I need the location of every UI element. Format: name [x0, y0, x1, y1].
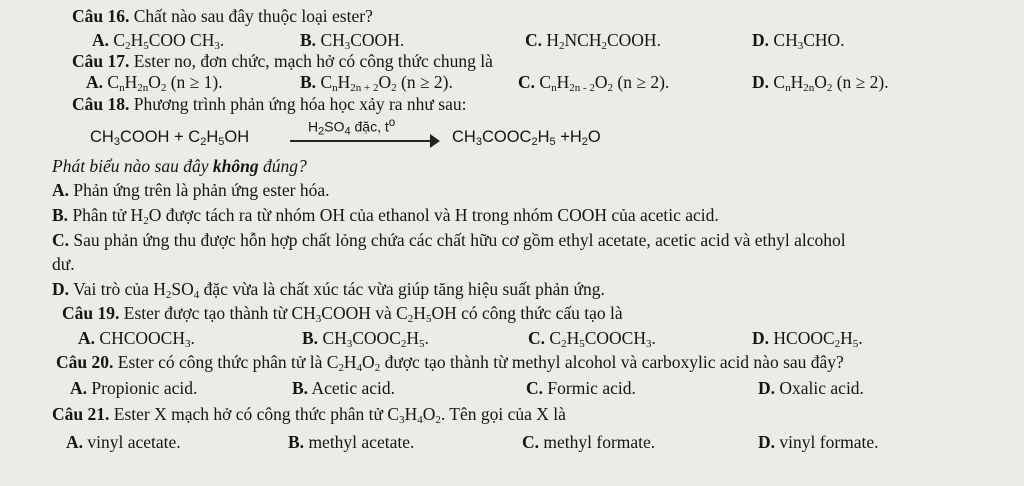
- reaction-lhs: $CH_3COOH + C_2H_5OH$: [90, 128, 250, 148]
- question-19-text: Ester được tạo thành từ $CH_3COOH$ và $C_2H_5OH$ có công thức cấu tạo là: [123, 303, 623, 325]
- q20-option-b[interactable]: B. Acetic acid.: [292, 378, 396, 398]
- q21-option-c[interactable]: C. methyl formate.: [522, 432, 656, 452]
- q17-option-d[interactable]: D. $C_nH_{2n}O_2$ (n ≥ 2).: [752, 72, 889, 94]
- question-16-text: Chất nào sau đây thuộc loại ester?: [133, 6, 373, 26]
- question-21-label: Câu 21.: [52, 404, 110, 424]
- question-18-text: Phương trình phản ứng hóa học xảy ra như sau:: [133, 94, 467, 114]
- q19-option-c[interactable]: C. $C_2H_5COOCH_3$.: [528, 328, 656, 350]
- q21-option-b[interactable]: B. methyl acetate.: [288, 432, 415, 452]
- question-16-label: Câu 16.: [72, 6, 130, 26]
- question-21: [52, 404, 566, 426]
- q20-option-c[interactable]: C. Formic acid.: [526, 378, 636, 398]
- q18-statement-c[interactable]: C. Sau phản ứng thu được hỗn hợp chất lỏng chứa các chất hữu cơ gồm ethyl acetate, acetic acid và ethyl alcohol: [52, 230, 846, 250]
- question-19-label: Câu 19.: [62, 303, 120, 323]
- q19-option-d[interactable]: D. $HCOOC_2H_5$.: [752, 328, 863, 350]
- q17-option-c[interactable]: C. $C_nH_{2n - 2}O_2$ (n ≥ 2).: [518, 72, 670, 94]
- question-21-text: Ester X mạch hở có công thức phân tử $C_3H_4O_2$. Tên gọi của X là: [113, 404, 566, 426]
- q19-option-b[interactable]: B. $CH_3COOC_2H_5$.: [302, 328, 429, 350]
- question-17-text: Ester no, đơn chức, mạch hở có công thức chung là: [133, 51, 493, 71]
- arrow-line: [290, 140, 438, 142]
- q21-option-a[interactable]: A. vinyl acetate.: [66, 432, 181, 452]
- reaction-rhs: $CH_3COOC_2H_5 +H_2O$: [452, 128, 601, 148]
- question-18-prompt: Phát biểu nào sau đây không đúng?: [52, 156, 307, 176]
- q18-statement-a[interactable]: A. Phản ứng trên là phản ứng ester hóa.: [52, 180, 330, 200]
- q20-option-a[interactable]: A. Propionic acid.: [70, 378, 198, 398]
- q16-option-c[interactable]: C. $H_2NCH_2COOH$.: [525, 30, 661, 52]
- q18-statement-d[interactable]: D. Vai trò của $H_2SO_4$ đặc vừa là chất xúc tác vừa giúp tăng hiệu suất phản ứng.: [52, 279, 605, 301]
- question-17-label: Câu 17.: [72, 51, 130, 71]
- q18-statement-c-cont: dư.: [52, 254, 75, 274]
- question-20-label: Câu 20.: [56, 352, 114, 372]
- arrow-head-icon: [430, 134, 440, 148]
- q18-statement-b[interactable]: B. Phân tử $H_2O$ được tách ra từ nhóm OH của ethanol và H trong nhóm COOH của acetic acid.: [52, 205, 719, 227]
- question-20: [56, 352, 844, 374]
- q16-option-a[interactable]: A. $C_2H_5COO$ $CH_3$.: [92, 30, 225, 52]
- q21-option-d[interactable]: D. vinyl formate.: [758, 432, 879, 452]
- question-17: [72, 51, 493, 72]
- q19-option-a[interactable]: A. $CHCOOCH_3$.: [78, 328, 195, 350]
- question-20-text: Ester có công thức phân tử là $C_2H_4O_2$ được tạo thành từ methyl alcohol và carboxylic acid nào sau đây?: [117, 352, 844, 374]
- emphasis-khong: không: [212, 156, 259, 176]
- q16-option-b[interactable]: B. $CH_3COOH$.: [300, 30, 405, 52]
- q17-option-a[interactable]: A. $C_nH_{2n}O_2$ (n ≥ 1).: [86, 72, 223, 94]
- reaction-condition: $H_2SO_4$ đặc, $t^o$: [308, 116, 396, 138]
- question-19: [62, 303, 623, 325]
- question-18-label: Câu 18.: [72, 94, 130, 114]
- reaction-arrow: [290, 118, 440, 148]
- q16-option-d[interactable]: D. $CH_3CHO$.: [752, 30, 845, 52]
- q20-option-d[interactable]: D. Oxalic acid.: [758, 378, 864, 398]
- q17-option-b[interactable]: B. $C_nH_{2n + 2}O_2$ (n ≥ 2).: [300, 72, 453, 94]
- question-18: [72, 94, 466, 115]
- question-16: [72, 6, 373, 27]
